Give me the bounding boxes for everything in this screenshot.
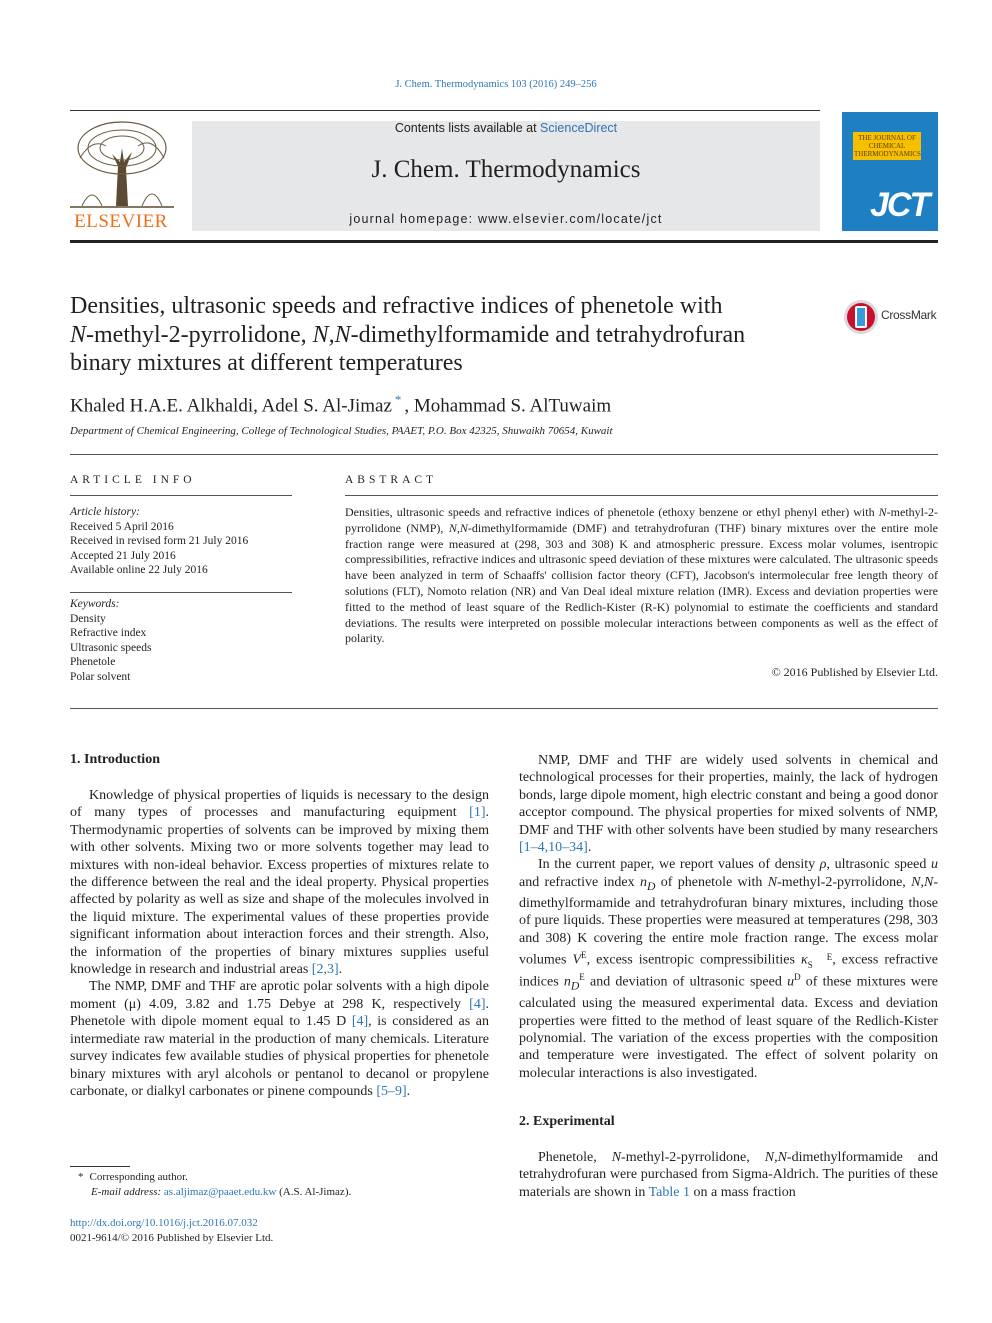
author-affiliation: Department of Chemical Engineering, College of Technological Studies, PAAET, P.O. Box 42325, Shuwaikh 70654, Kuwait	[70, 425, 613, 437]
body-text: -dimethylformamide and tetrahydrofuran were purchased from Sigma-Aldrich. The purities of these materials are shown in	[519, 1150, 938, 1200]
intro-text: .	[338, 962, 343, 978]
contents-available-line	[192, 121, 820, 135]
symbol-v: V	[572, 952, 582, 968]
symbol-sub-d: D	[646, 879, 656, 893]
keyword-item: Density	[70, 612, 106, 625]
cover-journal-title: THE JOURNAL OF CHEMICAL THERMODYNAMICS	[854, 134, 921, 158]
experimental-heading: 2. Experimental	[519, 1114, 615, 1129]
affiliation-rule	[70, 454, 938, 455]
crossmark-label: CrossMark	[881, 308, 937, 322]
header-top-rule	[70, 110, 820, 111]
journal-citation-link[interactable]: J. Chem. Thermodynamics 103 (2016) 249–256	[395, 79, 597, 90]
doi-link[interactable]: http://dx.doi.org/10.1016/j.jct.2016.07.032	[70, 1217, 258, 1229]
title-part-nmp: -methyl-2-pyrrolidone,	[86, 321, 313, 348]
contents-prefix: Contents lists available at	[394, 121, 541, 135]
abstract-italic-nn: N,N	[448, 520, 468, 535]
email-owner: (A.S. Al-Jimaz).	[276, 1186, 352, 1198]
corresponding-author-footnote	[70, 1170, 351, 1200]
keyword-item: Ultrasonic speeds	[70, 641, 152, 654]
abstract-rule	[345, 495, 938, 496]
citation-link[interactable]: [5–9]	[376, 1083, 407, 1099]
intro-text: .	[406, 1083, 411, 1099]
left-column-body	[70, 787, 489, 1100]
symbol-n: n	[563, 974, 571, 990]
issn-line: 0021-9614/© 2016 Published by Elsevier Ltd.	[70, 1232, 274, 1244]
author-list	[70, 392, 611, 417]
abstract-italic-n: N	[878, 505, 887, 519]
introduction-heading: 1. Introduction	[70, 752, 160, 767]
abstract-copyright: © 2016 Published by Elsevier Ltd.	[771, 665, 938, 679]
crossmark-badge[interactable]	[843, 297, 943, 337]
title-part-dmf-thf: -dimethylformamide and tetrahydrofuran	[350, 321, 746, 348]
right-paragraph-2	[519, 856, 938, 1082]
article-title	[70, 292, 830, 378]
keyword-item: Polar solvent	[70, 670, 131, 683]
italic-n: N	[611, 1150, 622, 1165]
symbol-sup-e: E	[826, 951, 833, 962]
journal-cover-thumbnail	[842, 112, 938, 231]
article-info-heading: ARTICLE INFO	[70, 474, 196, 486]
body-text: and deviation of ultrasonic speed	[584, 974, 788, 990]
body-text: , excess isentropic compressibilities	[586, 952, 801, 968]
body-text: -methyl-2-pyrrolidone,	[777, 874, 912, 890]
history-label: Article history:	[70, 506, 140, 518]
intro-text: The NMP, DMF and THF are aprotic polar solvents with a high dipole moment (μ) 4.09, 3.82 and 1.75 Debye at 298 K, respectively	[70, 979, 489, 1012]
keyword-item: Refractive index	[70, 627, 147, 639]
citation-link[interactable]: [4]	[469, 996, 486, 1012]
citation-link[interactable]: [2,3]	[311, 962, 339, 978]
intro-text: . Phenetole with dipole moment equal to 1.45 D	[70, 996, 489, 1030]
body-text: NMP, DMF and THF are widely used solvents in chemical and technological processes for their properties, mainly, the lack of hydrogen bonds, large dipole moment, high electric constant and being a good donor acceptor compound. The physical properties for mixed solvents of NMP, DMF and THF with other solvents have been studied by many researchers	[519, 753, 938, 838]
footnote-rule	[70, 1166, 130, 1167]
intro-paragraph-1	[70, 787, 489, 978]
right-column-body	[519, 752, 938, 1082]
authors-text-1: Khaled H.A.E. Alkhaldi, Adel S. Al-Jimaz	[70, 395, 392, 417]
history-received: Received 5 April 2016	[70, 520, 174, 533]
email-label: E-mail address:	[91, 1186, 162, 1198]
italic-nn: N,N	[764, 1150, 787, 1165]
footnote-corresponding-label: Corresponding author.	[89, 1171, 188, 1183]
author-email-link[interactable]: as.aljimaz@paaet.edu.kw	[163, 1186, 277, 1198]
title-italic-nn: N,N	[312, 321, 351, 348]
symbol-rho: ρ	[819, 857, 827, 873]
header-bottom-rule	[70, 240, 938, 243]
body-text: , ultrasonic speed	[826, 857, 931, 873]
title-italic-n: N	[70, 321, 87, 348]
symbol-sup-d: D	[794, 972, 801, 983]
symbol-sup-e: E	[581, 950, 587, 961]
abstract-text	[345, 505, 938, 647]
authors-text-2: , Mohammad S. AlTuwaim	[404, 395, 612, 417]
history-accepted: Accepted 21 July 2016	[70, 549, 176, 562]
body-text: -methyl-2-pyrrolidone,	[621, 1150, 765, 1165]
abstract-part-3: -dimethylformamide (DMF) and tetrahydrofuran (THF) binary mixtures over the entire mole fraction range were measured at (298, 303 and 308) K and atmospheric pressure. Excess molar volumes, isentropic compressibilities, refractive indices and ultrasonic speed deviation of these mixtures were calculated. The ultrasonic speeds have been analyzed in term of Schaaffs' collision factor theory (CFT), Jacobson's intermolecular free length theory of solutions (FLT), Nomoto relation (NR) and Van Deal ideal mixture relation (IMR). Excess and deviation properties were fitted to the method of least square of the Redlich-Kister (R-K) polynomial to estimate the coefficients and standard deviations. The results were interpreted on possible molecular interactions between components as well as the effect of polarity.	[345, 520, 938, 646]
symbol-n: n	[639, 874, 647, 890]
table-1-link[interactable]: Table 1	[648, 1184, 691, 1200]
body-text: Phenetole,	[538, 1150, 612, 1165]
body-text: on a mass fraction	[690, 1184, 796, 1200]
body-text: of these mixtures were calculated using the measured experimental data. Excess and deviation properties were fitted to the method of least square of the Redlich-Kister polynomial. The variation of the excess properties with the composition and temperature were investigated. The effect of solvent polarity on molecular interactions is also investigated.	[519, 974, 938, 1081]
abstract-part-2: -methyl-2-pyrrolidone (NMP),	[345, 505, 938, 535]
intro-text: Knowledge of physical properties of liquids is necessary to the design of many types of processes and manufacturing equipment	[70, 788, 489, 821]
symbol-sub-d: D	[570, 979, 580, 993]
experimental-paragraph-1	[519, 1149, 938, 1201]
homepage-prefix: journal homepage:	[349, 212, 479, 226]
italic-nn: N,N	[911, 874, 934, 890]
citation-link[interactable]: [1]	[469, 805, 486, 821]
journal-homepage-line	[192, 212, 820, 226]
homepage-url[interactable]: www.elsevier.com/locate/jct	[478, 212, 663, 226]
symbol-kappa: κ	[800, 952, 808, 968]
footnote-star: *	[78, 1171, 84, 1183]
intro-paragraph-2	[70, 978, 489, 1100]
citation-link[interactable]: [1–4,10–34]	[519, 840, 588, 856]
citation-link[interactable]: [4]	[351, 1014, 369, 1030]
body-text: -dimethylformamide and tetrahydrofuran binary mixtures, including those of pure liquids. These properties were measured at temperatures (298, 303 and 308) K covering the entire mole fraction range. The excess molar volumes	[519, 874, 938, 968]
article-history	[70, 505, 300, 578]
cover-jct-logo: JCT	[870, 186, 929, 224]
keyword-item: Phenetole	[70, 656, 116, 668]
corresponding-author-marker[interactable]: *	[394, 392, 402, 407]
journal-title: J. Chem. Thermodynamics	[371, 156, 641, 183]
symbol-u: u	[787, 974, 795, 990]
symbol-sub-s: S	[807, 959, 813, 970]
body-text: of phenetole with	[655, 874, 768, 890]
italic-n: N	[767, 874, 778, 890]
symbol-sup-e: E	[579, 972, 585, 983]
experimental-body	[519, 1149, 938, 1201]
title-line-1: Densities, ultrasonic speeds and refractive indices of phenetole with	[70, 293, 723, 319]
intro-text: . Thermodynamic properties of solvents can be improved by mixing them with other solvents. Mixing two or more solvents together may lead to mixtures with non-ideal behavior. Excess properties of mixtures relate to the difference between the real and the ideal property. Physical properties affected by polarity as well as size and shape of the molecules involved in the liquid mixture. The experimental values of these properties provide significant information about interaction forces and their strength. Also, the information of the properties of binary mixtures supplies useful knowledge in research and industrial areas	[70, 805, 489, 978]
right-paragraph-1	[519, 752, 938, 856]
keywords-block	[70, 597, 300, 684]
doi-block	[70, 1216, 273, 1246]
publisher-name: ELSEVIER	[74, 211, 168, 232]
keywords-label: Keywords:	[70, 598, 120, 610]
body-text: , excess refractive indices	[519, 952, 938, 990]
intro-text: , is considered as an intermediate raw material in the production of many chemicals. Literature survey indicates few available studies of physical properties for phenetole binary mixtures with aryl alcohols or pentanol to decanol or propylene carbonate, or dialkyl carbonates or pinene compounds	[70, 1014, 490, 1099]
abstract-part-1: Densities, ultrasonic speeds and refractive indices of phenetole (ethoxy benzene or ethyl phenyl ether) with	[345, 505, 879, 519]
history-revised: Received in revised form 21 July 2016	[70, 535, 249, 547]
symbol-u: u	[931, 857, 938, 873]
history-online: Available online 22 July 2016	[70, 564, 208, 576]
abstract-heading: ABSTRACT	[345, 474, 438, 486]
keywords-rule	[70, 592, 292, 593]
title-line-3: binary mixtures at different temperatures	[70, 350, 463, 376]
body-text: and refractive index	[519, 874, 640, 890]
body-text: .	[587, 840, 592, 856]
article-info-rule	[70, 495, 292, 496]
sciencedirect-link[interactable]: ScienceDirect	[540, 121, 618, 135]
body-text: In the current paper, we report values of density	[538, 857, 820, 873]
abstract-bottom-rule	[70, 708, 938, 709]
